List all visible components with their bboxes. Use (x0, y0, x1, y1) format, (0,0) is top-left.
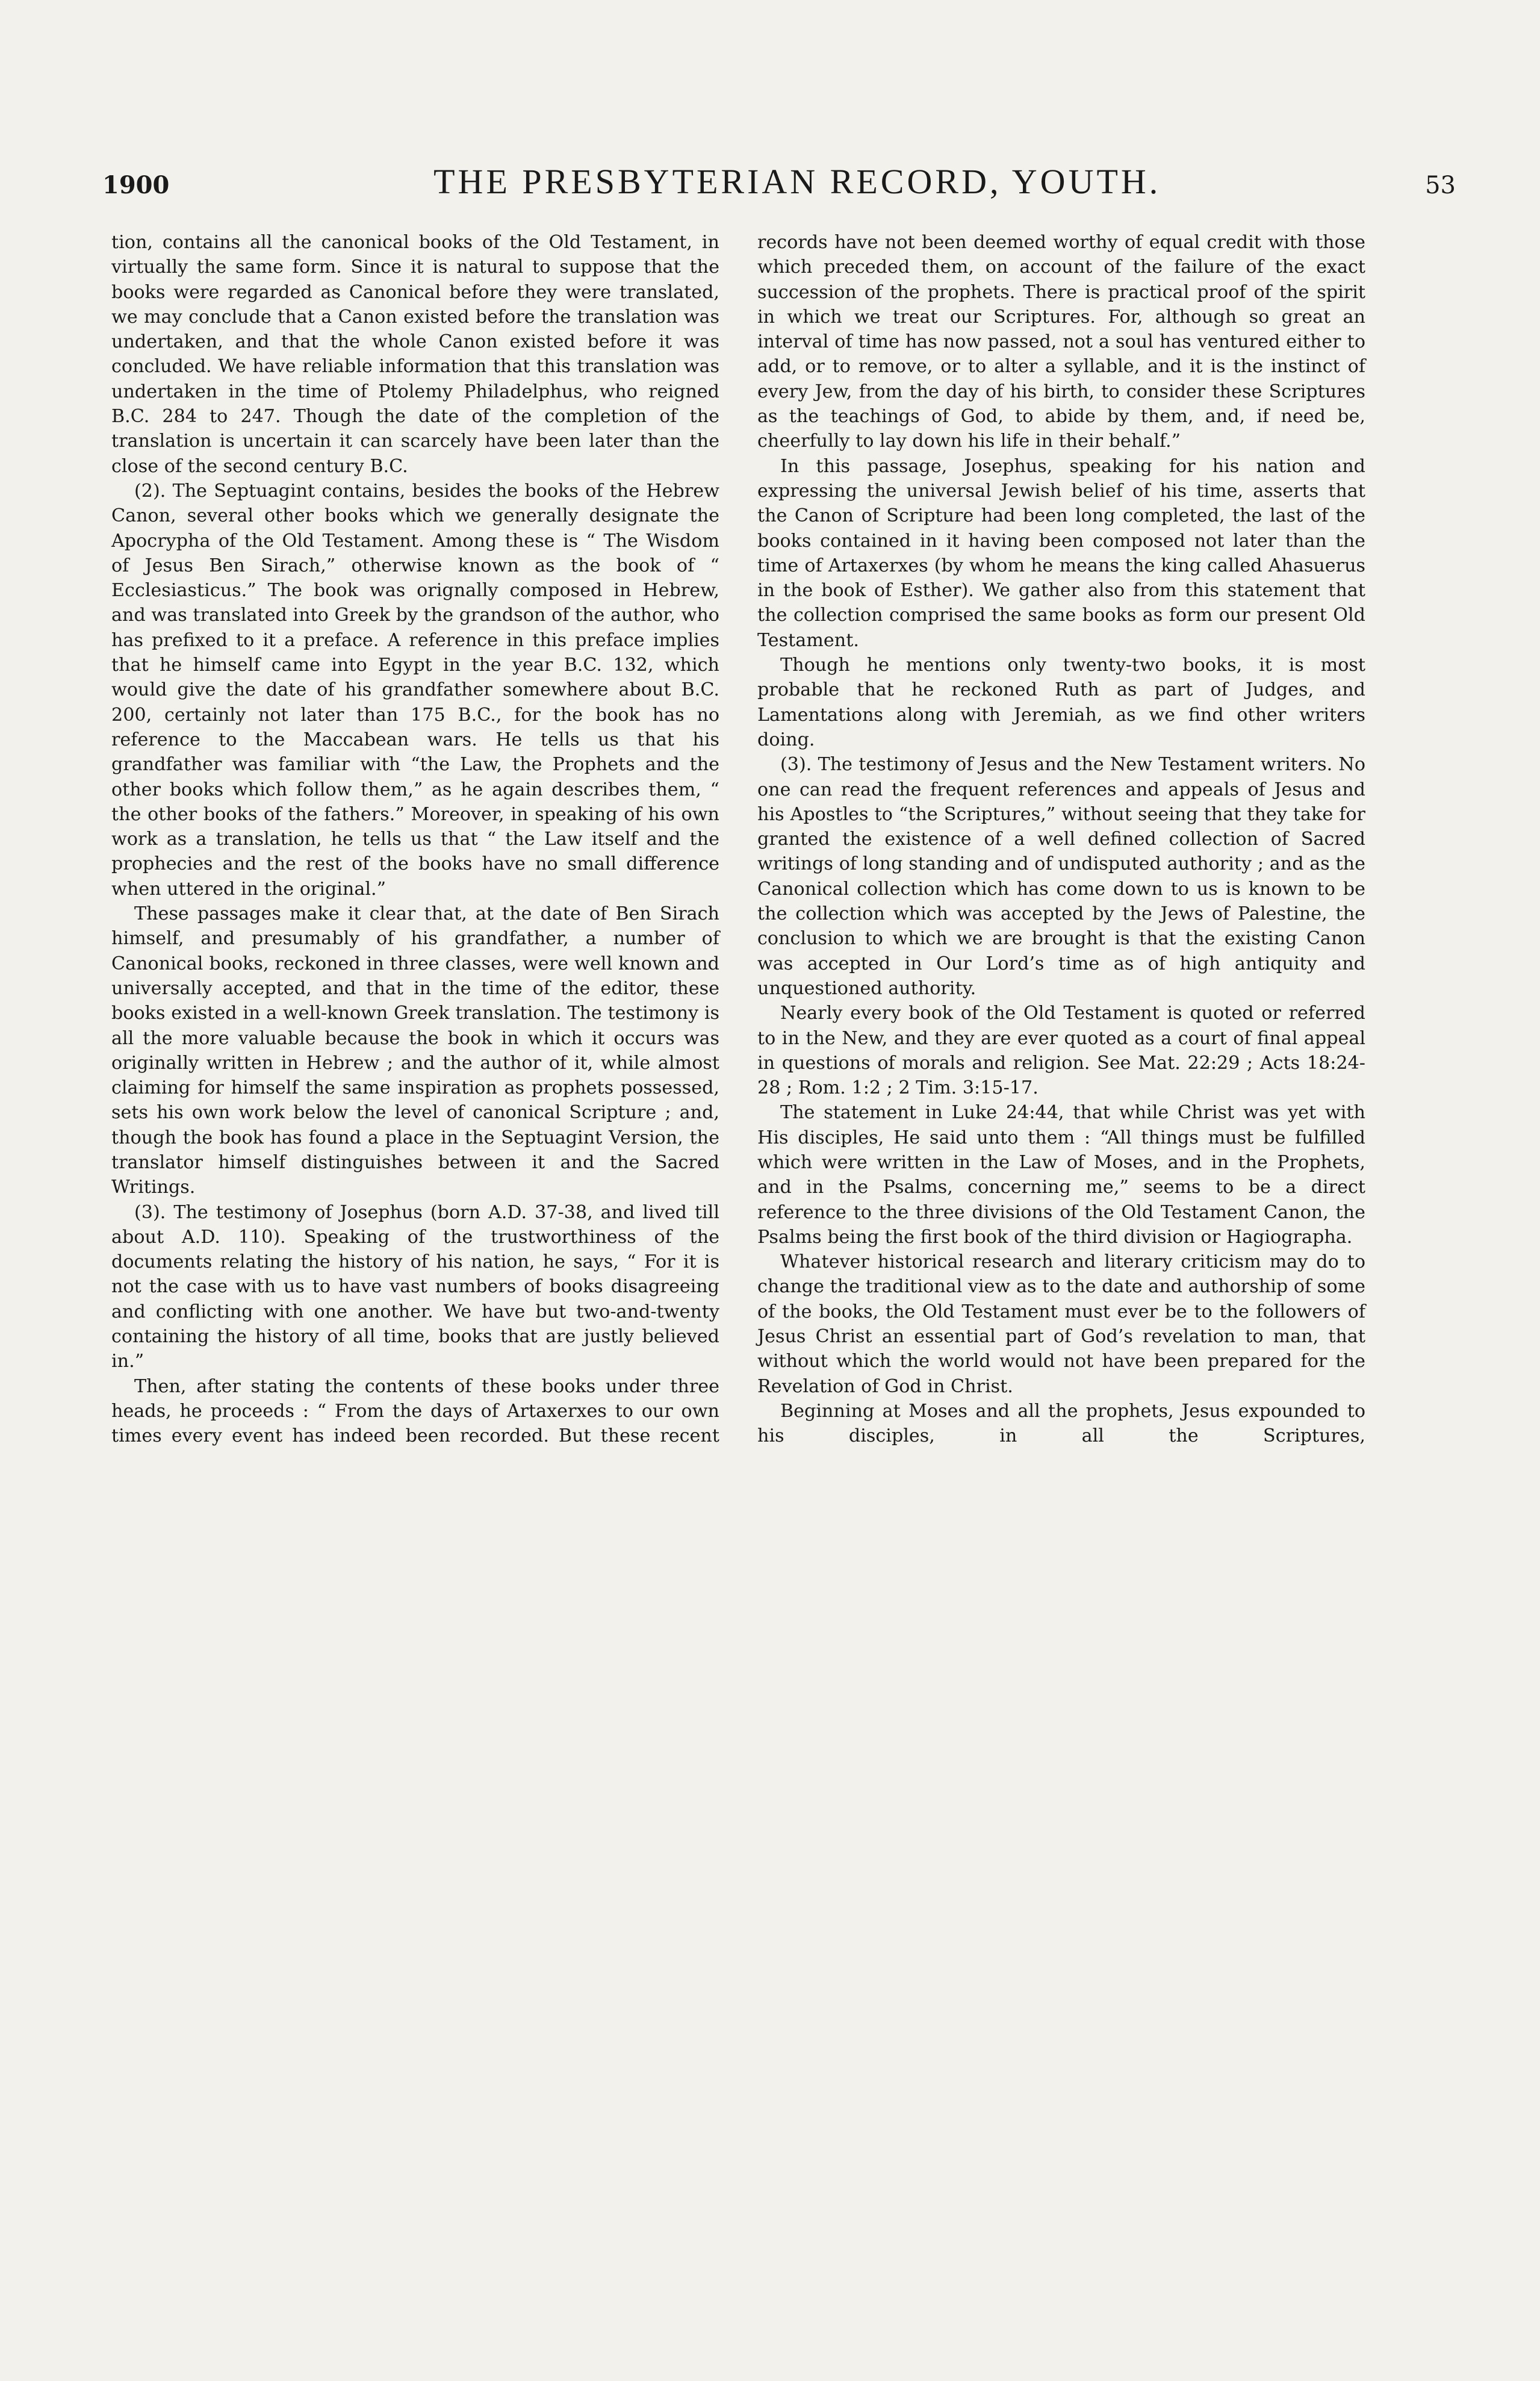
paragraph: tion, contains all the canonical books of the Old Testament, in virtually the same form. Since it is natural to suppose that the books were regarded as Canonical before they were translated, we may conclude that a Canon existed before the translation was undertaken, and that the whole Canon existed before it was concluded. We have reliable information that this translation was undertaken in the time of Ptolemy Philadelphus, who reigned B.C. 284 to 247. Though the date of the completion of the translation is uncertain it can scarcely have been later than the close of the second century B.C. (111, 232, 719, 477)
right-column (757, 230, 1365, 1449)
paragraph: The statement in Luke 24:44, that while Christ was yet with His disciples, He said unto them : “All things must be fulfilled which were written in the Law of Moses, and in the Prophets, and in the Psalms, concerning me,” seems to be a direct reference to the three divisions of the Old Testament Canon, the Psalms being the first book of the third division or Hagiographa. (757, 1102, 1365, 1248)
paragraph: (3). The testimony of Jesus and the New Testament writers. No one can read the frequent references and appeals of Jesus and his Apostles to “the Scriptures,” without seeing that they take for granted the existence of a well defined collection of Sacred writings of long standing and of undisputed authority ; and as the Canonical collection which has come down to us is known to be the collection which was accepted by the Jews of Palestine, the conclusion to which we are brought is that the existing Canon was accepted in Our Lord’s time as of high antiquity and unquestioned authority. (757, 754, 1365, 999)
paragraph: These passages make it clear that, at the date of Ben Sirach himself, and presumably of his grandfather, a number of Canonical books, reckoned in three classes, were well known and universally accepted, and that in the time of the editor, these books existed in a well-known Greek translation. The testimony is all the more valuable because the book in which it occurs was originally written in Hebrew ; and the author of it, while almost claiming for himself the same inspiration as prophets possessed, sets his own work below the level of canonical Scripture ; and, though the book has found a place in the Septuagint Version, the translator himself distinguishes between it and the Sacred Writings. (111, 903, 719, 1198)
paragraph: Whatever historical research and literary criticism may do to change the traditional view as to the date and authorship of some of the books, the Old Testament must ever be to the followers of Jesus Christ an essential part of God’s revelation to man, that without which the world would not have been prepared for the Revelation of God in Christ. (757, 1251, 1365, 1397)
left-column (111, 230, 719, 1449)
paragraph: Then, after stating the contents of these books under three heads, he proceeds : “ From the days of Artaxerxes to our own times every event has indeed been recorded. But these recent (111, 1375, 719, 1447)
paragraph: Nearly every book of the Old Testament is quoted or referred to in the New, and they are ever quoted as a court of final appeal in questions of morals and religion. See Mat. 22:29 ; Acts 18:24-28 ; Rom. 1:2 ; 2 Tim. 3:15-17. (757, 1003, 1365, 1099)
running-header (102, 161, 1456, 204)
paragraph: records have not been deemed worthy of equal credit with those which preceded them, on account of the failure of the exact succession of the prophets. There is practical proof of the spirit in which we treat our Scriptures. For, although so great an interval of time has now passed, not a soul has ventured either to add, or to remove, or to alter a syllable, and it is the instinct of every Jew, from the day of his birth, to consider these Scriptures as the teachings of God, to abide by them, and, if need be, cheerfully to lay down his life in their behalf.” (757, 232, 1365, 452)
paragraph: Beginning at Moses and all the prophets, Jesus expounded to his disciples, in all the Scriptures, (757, 1400, 1365, 1447)
publication-title: THE PRESBYTERIAN RECORD, YOUTH. (433, 162, 1161, 201)
paragraph: (2). The Septuagint contains, besides the books of the Hebrew Canon, several other books which we generally designate the Apocrypha of the Old Testament. Among these is “ The Wisdom of Jesus Ben Sirach,” otherwise known as the book of “ Ecclesiasticus.” The book was orignally composed in Hebrew, and was translated into Greek by the grandson of the author, who has prefixed to it a preface. A reference in this preface implies that he himself came into Egypt in the year B.C. 132, which would give the date of his grandfather somewhere about B.C. 200, certainly not later than 175 B.C., for the book has no reference to the Maccabean wars. He tells us that his grandfather was familiar with “the Law, the Prophets and the other books which follow them,” as he again describes them, “ the other books of the fathers.” Moreover, in speaking of his own work as a translation, he tells us that “ the Law itself and the prophecies and the rest of the books have no small difference when uttered in the original.” (111, 480, 719, 900)
paragraph: In this passage, Josephus, speaking for his nation and expressing the universal Jewish belief of his time, asserts that the Canon of Scripture had been long completed, the last of the books contained in it having been composed not later than the time of Artaxerxes (by whom he means the king called Ahasuerus in the book of Esther). We gather also from this statement that the collection comprised the same books as form our present Old Testament. (757, 455, 1365, 651)
paragraph: Though he mentions only twenty-two books, it is most probable that he reckoned Ruth as part of Judges, and Lamentations along with Jeremiah, as we find other writers doing. (757, 655, 1365, 750)
header-year: 1900 (102, 171, 170, 199)
paragraph: (3). The testimony of Josephus (born A.D. 37-38, and lived till about A.D. 110). Speaking of the trustworthiness of the documents relating the history of his nation, he says, “ For it is not the case with us to have vast numbers of books disagreeing and conflicting with one another. We have but two-and-twenty containing the history of all time, books that are justly believed in.” (111, 1201, 719, 1372)
page-number: 53 (1425, 172, 1456, 199)
